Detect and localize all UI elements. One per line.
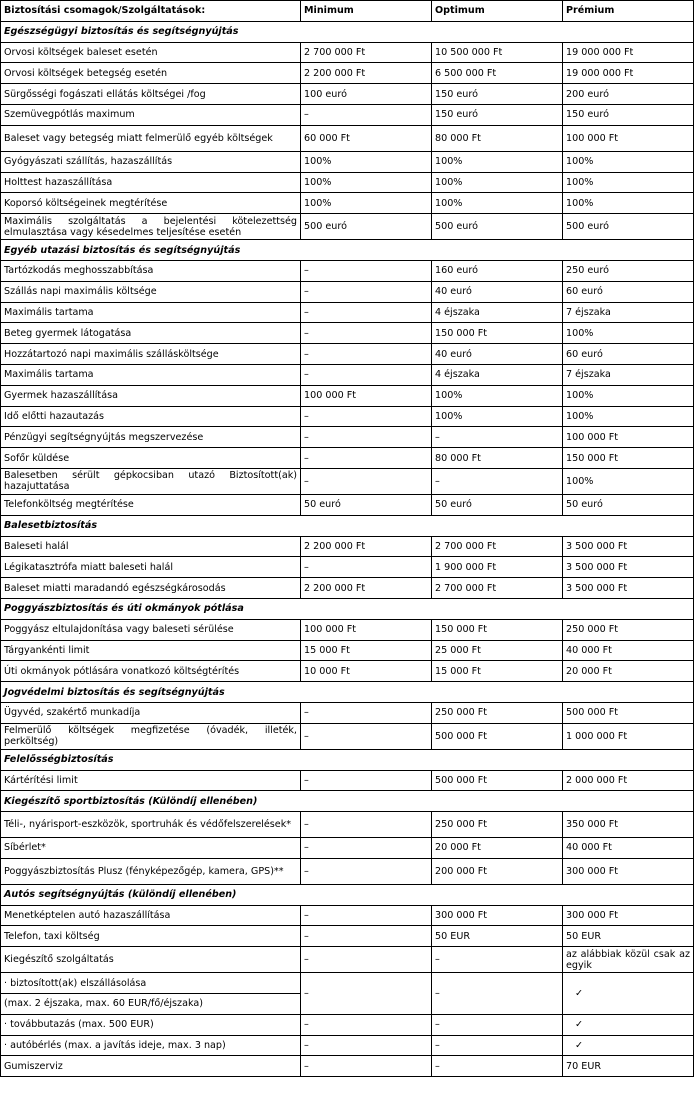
table-row <box>1 427 694 448</box>
row-label: Úti okmányok pótlására vonatkozó költségtérítés <box>1 661 301 682</box>
optimum-value: 100% <box>432 193 563 214</box>
premium-value: 7 éjszaka <box>563 364 694 385</box>
optimum-value: – <box>432 427 563 448</box>
optimum-value: – <box>432 1014 563 1035</box>
optimum-value: 100% <box>432 406 563 427</box>
row-label: Baleset vagy betegség miatt felmerülő egyéb költségek <box>1 125 301 151</box>
minimum-value: 100 euró <box>301 84 432 105</box>
premium-value: 100% <box>563 406 694 427</box>
optimum-value: 2 700 000 Ft <box>432 578 563 599</box>
optimum-value: 20 000 Ft <box>432 838 563 859</box>
minimum-value: – <box>301 427 432 448</box>
minimum-value: – <box>301 858 432 884</box>
section-row <box>1 240 694 261</box>
optimum-value: 10 500 000 Ft <box>432 42 563 63</box>
table-row <box>1 42 694 63</box>
section-row <box>1 884 694 905</box>
premium-value: 100% <box>563 172 694 193</box>
optimum-value: 2 700 000 Ft <box>432 536 563 557</box>
premium-value: 3 500 000 Ft <box>563 578 694 599</box>
row-label: Szemüvegpótlás maximum <box>1 104 301 125</box>
section-heading: Poggyászbiztosítás és úti okmányok pótlása <box>1 598 694 619</box>
row-label: Ügyvéd, szakértő munkadíja <box>1 702 301 723</box>
table-row <box>1 723 694 749</box>
minimum-value: 2 200 000 Ft <box>301 63 432 84</box>
section-row <box>1 682 694 703</box>
section-heading: Kiegészítő sportbiztosítás (Különdíj ellenében) <box>1 791 694 812</box>
premium-value: 2 000 000 Ft <box>563 770 694 791</box>
premium-value: 100% <box>563 151 694 172</box>
optimum-value: 300 000 Ft <box>432 905 563 926</box>
header-premium: Prémium <box>563 1 694 22</box>
premium-value: 20 000 Ft <box>563 661 694 682</box>
table-row <box>1 344 694 365</box>
table-row <box>1 1035 694 1056</box>
row-label: Poggyászbiztosítás Plusz (fényképezőgép, kamera, GPS)** <box>1 858 301 884</box>
minimum-value: 2 200 000 Ft <box>301 536 432 557</box>
table-row <box>1 858 694 884</box>
section-row <box>1 598 694 619</box>
minimum-value: 60 000 Ft <box>301 125 432 151</box>
table-row <box>1 302 694 323</box>
premium-value: 250 000 Ft <box>563 619 694 640</box>
section-heading: Balesetbiztosítás <box>1 515 694 536</box>
optimum-value: 4 éjszaka <box>432 364 563 385</box>
minimum-value: – <box>301 838 432 859</box>
table-row <box>1 364 694 385</box>
optimum-value: 150 euró <box>432 84 563 105</box>
row-label: Felmerülő költségek megfizetése (óvadék, illeték, perköltség) <box>1 723 301 749</box>
optimum-value: 500 000 Ft <box>432 770 563 791</box>
minimum-value: – <box>301 905 432 926</box>
table-row <box>1 193 694 214</box>
row-label: Sofőr küldése <box>1 448 301 469</box>
section-heading: Egészségügyi biztosítás és segítségnyújtás <box>1 21 694 42</box>
table-row <box>1 557 694 578</box>
row-label: · továbbutazás (max. 500 EUR) <box>1 1014 301 1035</box>
minimum-value: – <box>301 973 432 1015</box>
premium-value: az alábbiak közül csak az egyik <box>563 947 694 973</box>
premium-value: 300 000 Ft <box>563 905 694 926</box>
premium-value: 3 500 000 Ft <box>563 557 694 578</box>
table-row <box>1 151 694 172</box>
premium-value: 350 000 Ft <box>563 812 694 838</box>
minimum-value: – <box>301 468 432 494</box>
optimum-value: 100% <box>432 172 563 193</box>
premium-value: 100 000 Ft <box>563 427 694 448</box>
table-row <box>1 63 694 84</box>
table-row <box>1 536 694 557</box>
row-label: Pénzügyi segítségnyújtás megszervezése <box>1 427 301 448</box>
premium-value: 60 euró <box>563 281 694 302</box>
header-minimum: Minimum <box>301 1 432 22</box>
row-label: Baleseti halál <box>1 536 301 557</box>
minimum-value: 50 euró <box>301 494 432 515</box>
section-row <box>1 749 694 770</box>
table-row <box>1 578 694 599</box>
row-label: Tartózkodás meghosszabbítása <box>1 260 301 281</box>
row-label: Koporsó költségeinek megtérítése <box>1 193 301 214</box>
table-row <box>1 494 694 515</box>
row-label: Maximális szolgáltatás a bejelentési kötelezettség elmulasztása vagy késedelmes teljesítése esetén <box>1 214 301 240</box>
premium-value: 150 euró <box>563 104 694 125</box>
table-row <box>1 947 694 973</box>
table-row <box>1 661 694 682</box>
table-row <box>1 905 694 926</box>
premium-value: 60 euró <box>563 344 694 365</box>
row-label: · autóbérlés (max. a javítás ideje, max. 3 nap) <box>1 1035 301 1056</box>
table-row <box>1 702 694 723</box>
minimum-value: – <box>301 557 432 578</box>
minimum-value: 100% <box>301 172 432 193</box>
optimum-value: 500 000 Ft <box>432 723 563 749</box>
premium-value: 50 EUR <box>563 926 694 947</box>
minimum-value: 100 000 Ft <box>301 385 432 406</box>
table-row <box>1 214 694 240</box>
minimum-value: – <box>301 260 432 281</box>
table-row <box>1 406 694 427</box>
table-row <box>1 468 694 494</box>
minimum-value: 2 200 000 Ft <box>301 578 432 599</box>
minimum-value: – <box>301 770 432 791</box>
optimum-value: 100% <box>432 151 563 172</box>
table-row <box>1 640 694 661</box>
section-heading: Felelősségbiztosítás <box>1 749 694 770</box>
table-row <box>1 172 694 193</box>
row-label: Baleset miatti maradandó egészségkárosodás <box>1 578 301 599</box>
minimum-value: 100% <box>301 151 432 172</box>
optimum-value: 50 euró <box>432 494 563 515</box>
row-label: Gyógyászati szállítás, hazaszállítás <box>1 151 301 172</box>
premium-value: 100% <box>563 323 694 344</box>
premium-value: 7 éjszaka <box>563 302 694 323</box>
table-row <box>1 125 694 151</box>
optimum-value: 150 euró <box>432 104 563 125</box>
premium-value: ✓ <box>563 973 694 1015</box>
table-row <box>1 838 694 859</box>
minimum-value: – <box>301 812 432 838</box>
optimum-value: 160 euró <box>432 260 563 281</box>
section-row <box>1 515 694 536</box>
row-label-detail: (max. 2 éjszaka, max. 60 EUR/fő/éjszaka) <box>1 994 301 1015</box>
minimum-value: – <box>301 947 432 973</box>
table-row <box>1 281 694 302</box>
table-row <box>1 619 694 640</box>
minimum-value: – <box>301 1035 432 1056</box>
optimum-value: 15 000 Ft <box>432 661 563 682</box>
header-row <box>1 1 694 22</box>
optimum-value: 80 000 Ft <box>432 448 563 469</box>
table-row <box>1 812 694 838</box>
section-heading: Egyéb utazási biztosítás és segítségnyújtás <box>1 240 694 261</box>
premium-value: 40 000 Ft <box>563 838 694 859</box>
premium-value: 40 000 Ft <box>563 640 694 661</box>
optimum-value: – <box>432 973 563 1015</box>
row-label: Gumiszerviz <box>1 1056 301 1077</box>
table-row <box>1 260 694 281</box>
premium-value: 100 000 Ft <box>563 125 694 151</box>
premium-value: ✓ <box>563 1035 694 1056</box>
row-label: Kiegészítő szolgáltatás <box>1 947 301 973</box>
premium-value: ✓ <box>563 1014 694 1035</box>
premium-value: 150 000 Ft <box>563 448 694 469</box>
premium-value: 250 euró <box>563 260 694 281</box>
header-services: Biztosítási csomagok/Szolgáltatások: <box>1 1 301 22</box>
optimum-value: 4 éjszaka <box>432 302 563 323</box>
optimum-value: 150 000 Ft <box>432 323 563 344</box>
section-row <box>1 791 694 812</box>
row-label: Telefonköltség megtérítése <box>1 494 301 515</box>
premium-value: 70 EUR <box>563 1056 694 1077</box>
optimum-value: 80 000 Ft <box>432 125 563 151</box>
optimum-value: – <box>432 1035 563 1056</box>
minimum-value: 100 000 Ft <box>301 619 432 640</box>
row-label: Holttest hazaszállítása <box>1 172 301 193</box>
row-label: Síbérlet* <box>1 838 301 859</box>
optimum-value: 1 900 000 Ft <box>432 557 563 578</box>
premium-value: 100% <box>563 193 694 214</box>
row-label: Orvosi költségek betegség esetén <box>1 63 301 84</box>
row-label: Telefon, taxi költség <box>1 926 301 947</box>
table-row <box>1 385 694 406</box>
row-label: Maximális tartama <box>1 302 301 323</box>
table-row <box>1 1014 694 1035</box>
optimum-value: 25 000 Ft <box>432 640 563 661</box>
optimum-value: 200 000 Ft <box>432 858 563 884</box>
optimum-value: 100% <box>432 385 563 406</box>
minimum-value: – <box>301 364 432 385</box>
minimum-value: – <box>301 104 432 125</box>
minimum-value: – <box>301 323 432 344</box>
minimum-value: – <box>301 723 432 749</box>
row-label: Hozzátartozó napi maximális szállásköltsége <box>1 344 301 365</box>
optimum-value: 150 000 Ft <box>432 619 563 640</box>
row-label: Maximális tartama <box>1 364 301 385</box>
minimum-value: – <box>301 281 432 302</box>
premium-value: 100% <box>563 385 694 406</box>
header-optimum: Optimum <box>432 1 563 22</box>
minimum-value: 15 000 Ft <box>301 640 432 661</box>
optimum-value: 40 euró <box>432 281 563 302</box>
premium-value: 19 000 000 Ft <box>563 63 694 84</box>
table-body <box>1 1 694 1077</box>
table-row <box>1 1056 694 1077</box>
row-label: · biztosított(ak) elszállásolása <box>1 973 301 994</box>
minimum-value: – <box>301 926 432 947</box>
row-label: Gyermek hazaszállítása <box>1 385 301 406</box>
minimum-value: – <box>301 406 432 427</box>
optimum-value: 500 euró <box>432 214 563 240</box>
table-row <box>1 770 694 791</box>
optimum-value: 250 000 Ft <box>432 702 563 723</box>
premium-value: 500 euró <box>563 214 694 240</box>
row-label: Menetképtelen autó hazaszállítása <box>1 905 301 926</box>
row-label: Tárgyankénti limit <box>1 640 301 661</box>
premium-value: 19 000 000 Ft <box>563 42 694 63</box>
minimum-value: – <box>301 1056 432 1077</box>
premium-value: 100% <box>563 468 694 494</box>
minimum-value: 100% <box>301 193 432 214</box>
table-row <box>1 973 694 994</box>
table-row <box>1 84 694 105</box>
premium-value: 300 000 Ft <box>563 858 694 884</box>
minimum-value: 10 000 Ft <box>301 661 432 682</box>
optimum-value: 6 500 000 Ft <box>432 63 563 84</box>
optimum-value: 50 EUR <box>432 926 563 947</box>
optimum-value: – <box>432 1056 563 1077</box>
premium-value: 3 500 000 Ft <box>563 536 694 557</box>
section-heading: Autós segítségnyújtás (különdíj ellenében) <box>1 884 694 905</box>
optimum-value: – <box>432 468 563 494</box>
table-row <box>1 323 694 344</box>
premium-value: 1 000 000 Ft <box>563 723 694 749</box>
row-label: Poggyász eltulajdonítása vagy baleseti sérülése <box>1 619 301 640</box>
row-label: Orvosi költségek baleset esetén <box>1 42 301 63</box>
table-row <box>1 448 694 469</box>
row-label: Idő előtti hazautazás <box>1 406 301 427</box>
premium-value: 50 euró <box>563 494 694 515</box>
table-row <box>1 104 694 125</box>
premium-value: 200 euró <box>563 84 694 105</box>
minimum-value: 2 700 000 Ft <box>301 42 432 63</box>
row-label: Beteg gyermek látogatása <box>1 323 301 344</box>
section-row <box>1 21 694 42</box>
row-label: Balesetben sérült gépkocsiban utazó Biztosított(ak) hazajuttatása <box>1 468 301 494</box>
row-label: Sürgősségi fogászati ellátás költségei /fog <box>1 84 301 105</box>
minimum-value: – <box>301 702 432 723</box>
minimum-value: – <box>301 448 432 469</box>
row-label: Légikatasztrófa miatt baleseti halál <box>1 557 301 578</box>
row-label: Kártérítési limit <box>1 770 301 791</box>
section-heading: Jogvédelmi biztosítás és segítségnyújtás <box>1 682 694 703</box>
row-label: Téli-, nyárisport-eszközök, sportruhák és védőfelszerelések* <box>1 812 301 838</box>
optimum-value: – <box>432 947 563 973</box>
optimum-value: 40 euró <box>432 344 563 365</box>
row-label: Szállás napi maximális költsége <box>1 281 301 302</box>
table-row <box>1 926 694 947</box>
minimum-value: – <box>301 1014 432 1035</box>
minimum-value: – <box>301 302 432 323</box>
minimum-value: 500 euró <box>301 214 432 240</box>
premium-value: 500 000 Ft <box>563 702 694 723</box>
minimum-value: – <box>301 344 432 365</box>
optimum-value: 250 000 Ft <box>432 812 563 838</box>
